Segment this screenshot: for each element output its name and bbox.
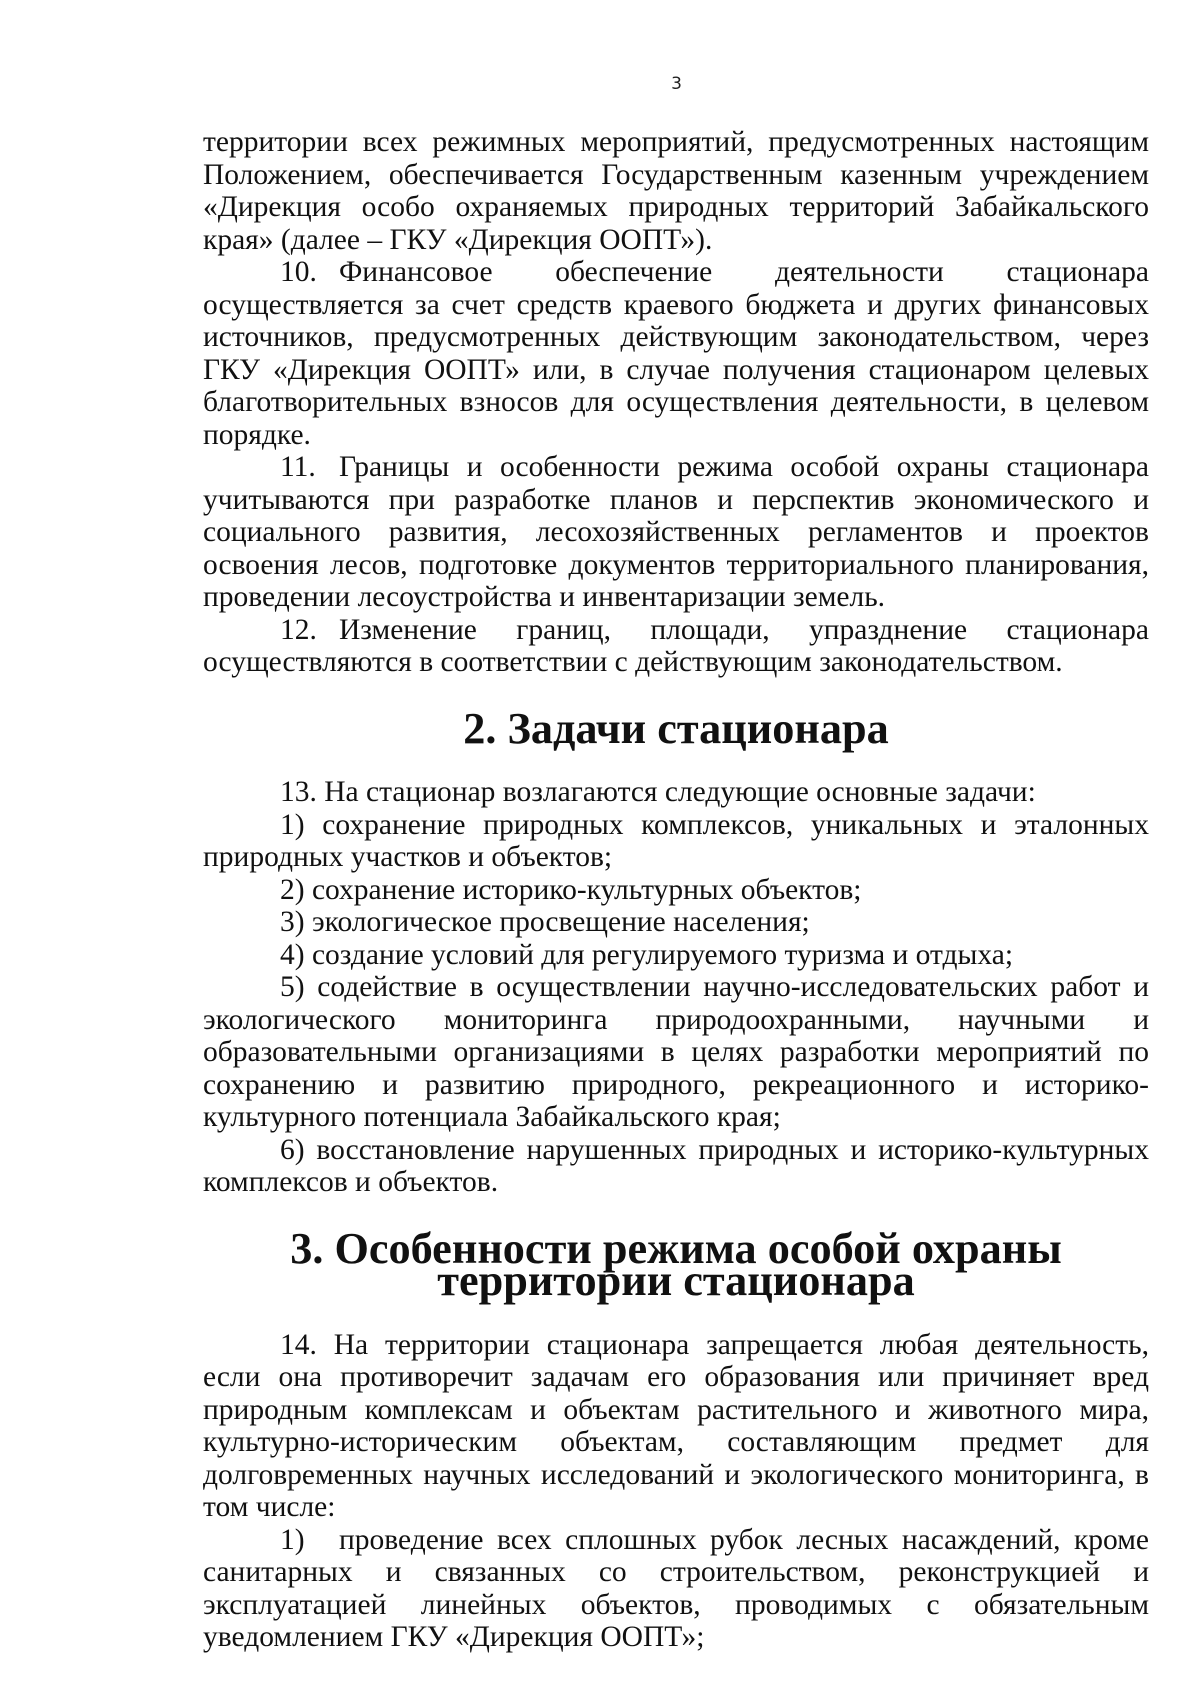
paragraph-12 (203, 614, 1149, 679)
item-number: 1) (280, 1523, 305, 1556)
paragraph-number: 11. (280, 451, 316, 483)
paragraph-text: Финансовое обеспечение деятельности стационара осуществляется за счет средств краевого бюджета и других финансовых источников, предусмотренных действующим законодательством, через ГКУ «Дирекция ООПТ» или, в случае получения стационаром целевых благотворительных взносов для осуществления деятельности, в целевом порядке. (203, 256, 1149, 451)
paragraph-number: 10. (280, 256, 317, 288)
task-item-2: 2) сохранение историко-культурных объектов; (280, 873, 862, 906)
paragraph-14: 14. На территории стационара запрещается любая деятельность, если она противоречит задачам его образования или причиняет вред природным комплексам и объектам растительного и животного мира, культурно-историческим объектам, составляющим предмет для долговременных научных исследований и экологического мониторинга, в том числе: (203, 1328, 1149, 1523)
task-item-3: 3) экологическое просвещение населения; (280, 906, 810, 938)
section-heading-protection-regime: 3. Особенности режима особой охраны территории стационара (290, 1223, 1062, 1305)
task-item-6: 6) восстановление нарушенных природных и историко-культурных комплексов и объектов. (203, 1133, 1149, 1198)
document-body (203, 126, 1149, 1654)
item-text: проведение всех сплошных рубок лесных насаждений, кроме санитарных и связанных со строительством, реконструкцией и эксплуатацией линейных объектов, проводимых с обязательным уведомлением ГКУ «Дирекция ООПТ»; (203, 1523, 1149, 1653)
prohibition-item-1 (203, 1524, 1149, 1654)
section-heading-tasks: 2. Задачи стационара (463, 703, 889, 753)
paragraph-number: 12. (280, 613, 317, 646)
task-item-5: 5) содействие в осуществлении научно-исследовательских работ и экологического мониторинга природоохранными, научными и образовательными организациями в целях разработки мероприятий по сохранению и развитию природного, рекреационного и историко-культурного потенциала Забайкальского края; (203, 971, 1149, 1133)
paragraph-11 (203, 451, 1149, 614)
paragraph-text: Изменение границ, площади, упразднение стационара осуществляются в соответствии с действующим законодательством. (203, 613, 1149, 678)
paragraph-10 (203, 256, 1149, 451)
paragraph-continuation: территории всех режимных мероприятий, предусмотренных настоящим Положением, обеспечивается Государственным казенным учреждением «Дирекция особо охраняемых природных территорий Забайкальского края» (далее – ГКУ «Дирекция ООПТ»). (203, 126, 1149, 256)
task-item-4: 4) создание условий для регулируемого туризма и отдыха; (280, 938, 1014, 971)
paragraph-13: 13. На стационар возлагаются следующие основные задачи: (280, 776, 1036, 808)
paragraph-text: Границы и особенности режима особой охраны стационара учитываются при разработке планов и перспектив экономического и социального развития, лесохозяйственных регламентов и проектов освоения лесов, подготовке документов территориального планирования, проведении лесоустройства и инвентаризации земель. (203, 451, 1149, 613)
page-number: 3 (671, 74, 682, 94)
task-item-1: 1) сохранение природных комплексов, уникальных и эталонных природных участков и объектов; (203, 808, 1149, 873)
